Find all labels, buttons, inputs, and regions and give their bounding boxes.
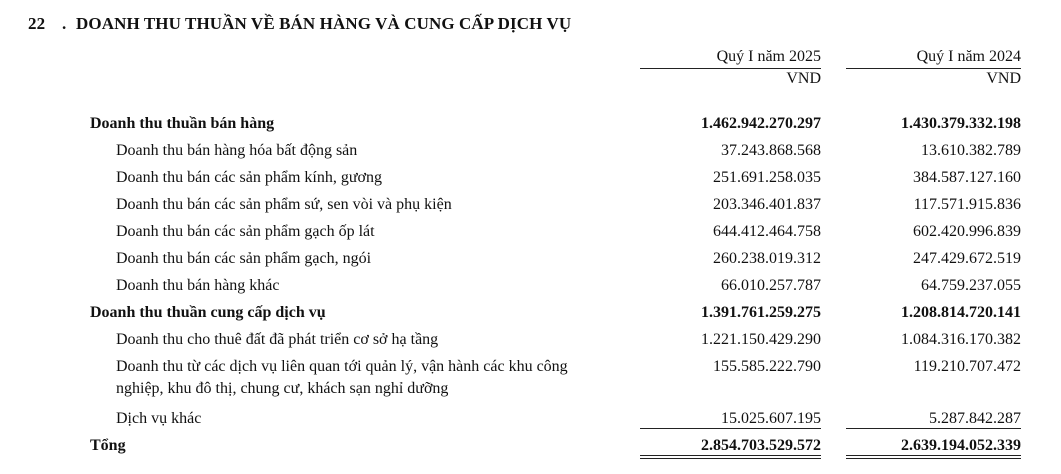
row-value-2025: 1.462.942.270.297 (701, 115, 821, 132)
column-unit-2025: VND (786, 70, 821, 87)
row-value-2025: 2.854.703.529.572 (701, 437, 821, 454)
column-period-2024: Quý I năm 2024 (916, 48, 1021, 65)
row-label: Doanh thu từ các dịch vụ liên quan tới quản lý, vận hành các khu công nghiệp, khu đô thị, chung cư, khách sạn nghỉ dưỡng (116, 358, 568, 397)
row-value-2025: 37.243.868.568 (721, 142, 821, 159)
row-value-2024: 117.571.915.836 (913, 196, 1021, 213)
row-label: Doanh thu bán các sản phẩm kính, gương (116, 169, 382, 186)
section-title: DOANH THU THUẦN VỀ BÁN HÀNG VÀ CUNG CẤP DỊCH VỤ (76, 14, 572, 33)
table-row (0, 221, 1061, 248)
row-label: Doanh thu bán hàng hóa bất động sản (116, 142, 358, 159)
row-label: Doanh thu bán các sản phẩm sứ, sen vòi và phụ kiện (116, 196, 452, 213)
row-label: Tổng (90, 437, 126, 454)
row-value-2024: 13.610.382.789 (921, 142, 1021, 159)
row-value-2024: 64.759.237.055 (921, 277, 1021, 294)
row-value-2025: 644.412.464.758 (713, 223, 821, 240)
row-value-2025: 15.025.607.195 (721, 410, 821, 427)
table-row (0, 356, 1061, 408)
total-rule-double-2024 (846, 458, 1021, 459)
row-value-2024: 384.587.127.160 (913, 169, 1021, 186)
column-header-rule-2025 (640, 68, 821, 69)
row-value-2024: 1.084.316.170.382 (901, 331, 1021, 348)
total-rule-bottom-2025 (640, 455, 821, 456)
section-number: 22 (28, 14, 46, 33)
row-label: Dịch vụ khác (116, 410, 202, 427)
row-value-2025: 1.221.150.429.290 (701, 331, 821, 348)
column-unit-2024: VND (986, 70, 1021, 87)
column-header-rule-2024 (846, 68, 1021, 69)
row-label: Doanh thu thuần bán hàng (90, 115, 275, 132)
total-rule-top-2024 (846, 428, 1021, 429)
row-value-2024: 2.639.194.052.339 (901, 437, 1021, 454)
section-separator: . (62, 14, 67, 33)
row-value-2024: 1.430.379.332.198 (901, 115, 1021, 132)
row-label: Doanh thu cho thuê đất đã phát triển cơ sở hạ tầng (116, 331, 439, 348)
row-value-2025: 155.585.222.790 (713, 358, 821, 375)
row-label: Doanh thu bán hàng khác (116, 277, 280, 294)
total-rule-double-2025 (640, 458, 821, 459)
row-value-2025: 203.346.401.837 (713, 196, 821, 213)
row-value-2025: 251.691.258.035 (713, 169, 821, 186)
row-value-2024: 1.208.814.720.141 (901, 304, 1021, 321)
row-label: Doanh thu bán các sản phẩm gạch, ngói (116, 250, 372, 267)
row-value-2025: 260.238.019.312 (713, 250, 821, 267)
table-row (0, 140, 1061, 167)
total-rule-bottom-2024 (846, 455, 1021, 456)
revenue-table (0, 113, 1061, 462)
table-row-sales-subtotal (0, 113, 1061, 140)
table-row (0, 275, 1061, 302)
row-label: Doanh thu bán các sản phẩm gạch ốp lát (116, 223, 375, 240)
row-value-2025: 66.010.257.787 (721, 277, 821, 294)
section-heading (28, 14, 571, 34)
row-value-2025: 1.391.761.259.275 (701, 304, 821, 321)
row-value-2024: 119.210.707.472 (913, 358, 1021, 375)
row-label: Doanh thu thuần cung cấp dịch vụ (90, 304, 326, 321)
column-period-2025: Quý I năm 2025 (716, 48, 821, 65)
total-rule-top-2025 (640, 428, 821, 429)
row-value-2024: 602.420.996.839 (913, 223, 1021, 240)
row-value-2024: 247.429.672.519 (913, 250, 1021, 267)
table-row (0, 167, 1061, 194)
table-row (0, 194, 1061, 221)
table-row (0, 408, 1061, 435)
row-value-2024: 5.287.842.287 (929, 410, 1021, 427)
table-row-services-subtotal (0, 302, 1061, 329)
table-row (0, 329, 1061, 356)
table-row (0, 248, 1061, 275)
